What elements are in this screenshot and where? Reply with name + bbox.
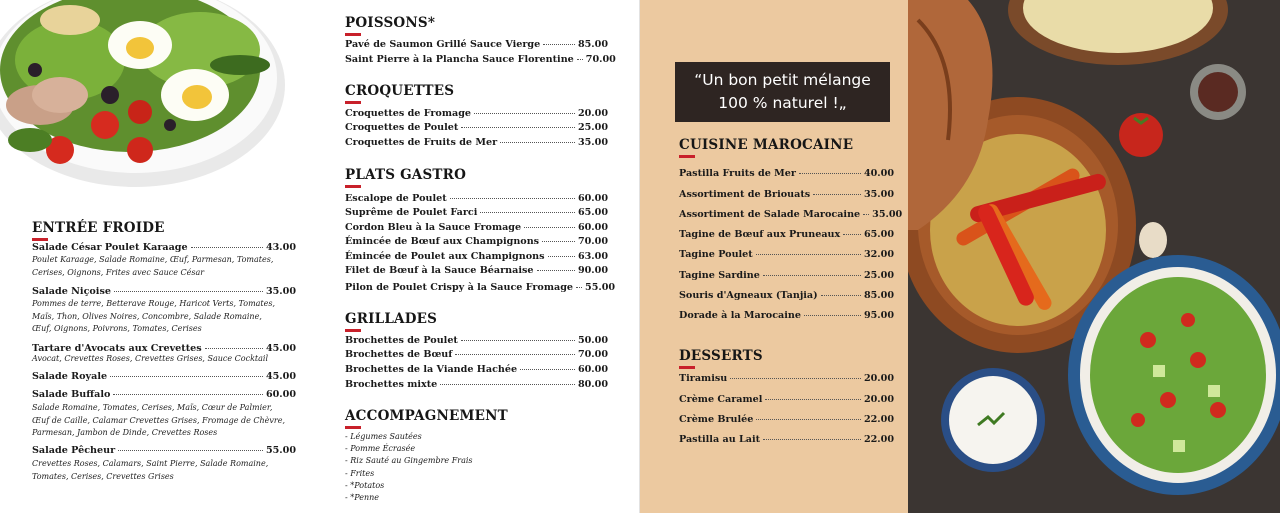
item-name: Tagine de Bœuf aux Pruneaux xyxy=(679,229,841,240)
item-name: Émincée de Poulet aux Champignons xyxy=(345,251,545,262)
item-price: 35.00 xyxy=(265,286,296,297)
item-name: Suprême de Poulet Farci xyxy=(345,207,478,218)
menu-item xyxy=(32,445,296,457)
salad-photo xyxy=(0,0,290,190)
item-price: 70.00 xyxy=(577,349,608,360)
plats-gastro-title: PLATS GASTRO xyxy=(345,167,467,183)
item-price: 85.00 xyxy=(863,290,894,301)
item-description: Salade Romaine, Tomates, Cerises, Maïs, Cœur de Palmier, Œuf de Caille, Calamar Crevettes Grises, Fromage de Chèvre, Parmesan, Jambon de Dinde, Crevettes Roses xyxy=(32,403,286,438)
item-name: Croquettes de Fromage xyxy=(345,108,472,119)
menu-item xyxy=(679,168,894,180)
item-name: Brochettes de Bœuf xyxy=(345,349,453,360)
item-name: Salade Pêcheur xyxy=(32,445,116,456)
item-name: Croquettes de Poulet xyxy=(345,122,459,133)
menu-item xyxy=(679,310,894,322)
item-name: Brochettes de la Viande Hachée xyxy=(345,364,518,375)
panel-photo xyxy=(908,0,1280,513)
item-price: 65.00 xyxy=(577,207,608,218)
item-price: 35.00 xyxy=(872,209,903,220)
accompagnement-title: ACCOMPAGNEMENT xyxy=(345,408,508,424)
menu-item xyxy=(679,209,903,221)
item-price: 43.00 xyxy=(265,242,296,253)
item-price: 20.00 xyxy=(577,108,608,119)
item-name: Saint Pierre à la Plancha Sauce Florentine xyxy=(345,54,574,65)
list-item: - *Potatos xyxy=(345,480,385,490)
list-item: - Frites xyxy=(345,468,375,478)
accompagnement-list xyxy=(345,431,473,504)
slogan-banner xyxy=(675,62,890,122)
item-name: Escalope de Poulet xyxy=(345,193,447,204)
item-name: Salade César Poulet Karaage xyxy=(32,242,188,253)
menu-item xyxy=(679,189,894,201)
menu-item xyxy=(32,242,296,254)
menu-item xyxy=(32,389,296,401)
item-price: 20.00 xyxy=(863,373,894,384)
item-name: Pastilla Fruits de Mer xyxy=(679,168,796,179)
item-name: Salade Royale xyxy=(32,371,108,382)
menu-item xyxy=(345,335,608,347)
item-name: Salade Buffalo xyxy=(32,389,111,400)
item-name: Souris d'Agneaux (Tanjia) xyxy=(679,290,818,301)
item-name: Filet de Bœuf à la Sauce Béarnaise xyxy=(345,265,534,276)
item-price: 40.00 xyxy=(863,168,894,179)
menu-item xyxy=(32,286,296,298)
menu-item xyxy=(345,379,608,391)
list-item: - *Penne xyxy=(345,493,380,503)
item-price: 22.00 xyxy=(863,414,894,425)
item-name: Pastilla au Lait xyxy=(679,434,761,445)
item-name: Assortiment de Briouats xyxy=(679,189,811,200)
menu-item xyxy=(679,290,894,302)
poissons-title: POISSONS* xyxy=(345,15,436,31)
menu-item xyxy=(345,54,616,66)
grillades-title: GRILLADES xyxy=(345,311,438,327)
item-name: Assortiment de Salade Marocaine xyxy=(679,209,861,220)
item-price: 35.00 xyxy=(863,189,894,200)
item-name: Crème Caramel xyxy=(679,394,763,405)
item-name: Salade Niçoise xyxy=(32,286,111,297)
item-name: Brochettes de Poulet xyxy=(345,335,458,346)
item-price: 45.00 xyxy=(265,371,296,382)
menu-item xyxy=(679,249,894,261)
cuisine-marocaine-title: CUISINE MAROCAINE xyxy=(679,137,854,153)
item-price: 60.00 xyxy=(577,193,608,204)
menu-item xyxy=(345,349,608,361)
list-item: - Riz Sauté au Gingembre Frais xyxy=(345,456,473,466)
tagine-photo xyxy=(908,0,1280,513)
list-item: - Légumes Sautées xyxy=(345,432,422,441)
menu-item xyxy=(679,373,894,385)
menu-item xyxy=(32,371,296,383)
menu-item xyxy=(679,270,894,282)
item-price: 35.00 xyxy=(577,137,608,148)
list-item: - Pomme Écrasée xyxy=(345,444,416,454)
item-price: 20.00 xyxy=(863,394,894,405)
item-price: 80.00 xyxy=(577,379,608,390)
menu-item xyxy=(345,108,608,120)
item-name: Dorade à la Marocaine xyxy=(679,310,801,321)
item-price: 63.00 xyxy=(577,251,608,262)
item-price: 60.00 xyxy=(577,364,608,375)
item-price: 70.00 xyxy=(585,54,616,65)
item-price: 55.00 xyxy=(265,445,296,456)
menu-item xyxy=(345,222,608,234)
item-description: Crevettes Roses, Calamars, Saint Pierre, Salade Romaine, Tomates, Cerises, Crevettes Grises xyxy=(32,459,269,481)
menu-item xyxy=(345,251,608,263)
item-name: Tartare d'Avocats aux Crevettes xyxy=(32,343,202,354)
item-name: Pavé de Saumon Grillé Sauce Vierge xyxy=(345,39,541,50)
item-name: Tiramisu xyxy=(679,373,728,384)
item-description: Avocat, Crevettes Roses, Crevettes Grises, Sauce Cocktail xyxy=(32,354,269,363)
menu-item xyxy=(679,414,894,426)
slogan-line: 100 % naturel !„ xyxy=(718,94,847,112)
menu-item xyxy=(679,434,894,446)
item-name: Émincée de Bœuf aux Champignons xyxy=(345,236,540,247)
item-price: 90.00 xyxy=(577,265,608,276)
menu-item xyxy=(345,207,608,219)
item-name: Croquettes de Fruits de Mer xyxy=(345,137,498,148)
menu-item xyxy=(345,137,608,149)
menu-item xyxy=(345,265,608,277)
croquettes-title: CROQUETTES xyxy=(345,83,455,99)
menu-item xyxy=(345,364,608,376)
item-price: 60.00 xyxy=(577,222,608,233)
desserts-title: DESSERTS xyxy=(679,348,763,364)
item-price: 22.00 xyxy=(863,434,894,445)
item-name: Tagine Poulet xyxy=(679,249,753,260)
item-name: Pilon de Poulet Crispy à la Sauce Fromage xyxy=(345,282,574,293)
item-price: 25.00 xyxy=(863,270,894,281)
item-price: 50.00 xyxy=(577,335,608,346)
item-price: 60.00 xyxy=(265,389,296,400)
item-price: 45.00 xyxy=(265,343,296,354)
item-price: 95.00 xyxy=(863,310,894,321)
item-price: 85.00 xyxy=(577,39,608,50)
panel-entree-froide xyxy=(0,0,320,513)
item-price: 25.00 xyxy=(577,122,608,133)
item-description: Pommes de terre, Betterave Rouge, Haricot Verts, Tomates, Maïs, Thon, Olives Noires, Concombre, Salade Romaine, Œuf, Oignons, Poivrons, Tomates, Cerises xyxy=(32,299,276,334)
menu-item xyxy=(345,282,616,294)
menu-item xyxy=(345,39,608,51)
item-name: Brochettes mixte xyxy=(345,379,438,390)
item-price: 55.00 xyxy=(585,282,616,293)
item-description: Poulet Karaage, Salade Romaine, Œuf, Parmesan, Tomates, Cerises, Oignons, Frites avec Sauce César xyxy=(32,255,274,277)
menu-item xyxy=(345,122,608,134)
item-name: Crème Brulée xyxy=(679,414,754,425)
item-price: 70.00 xyxy=(577,236,608,247)
item-name: Tagine Sardine xyxy=(679,270,760,281)
item-price: 65.00 xyxy=(863,229,894,240)
menu-item xyxy=(345,236,608,248)
menu-item xyxy=(679,229,894,241)
slogan-line: “Un bon petit mélange xyxy=(694,71,871,89)
menu-item xyxy=(345,193,608,205)
menu-item xyxy=(679,394,894,406)
item-name: Cordon Bleu à la Sauce Fromage xyxy=(345,222,522,233)
entree-froide-title: ENTRÉE FROIDE xyxy=(32,220,165,236)
item-price: 32.00 xyxy=(863,249,894,260)
